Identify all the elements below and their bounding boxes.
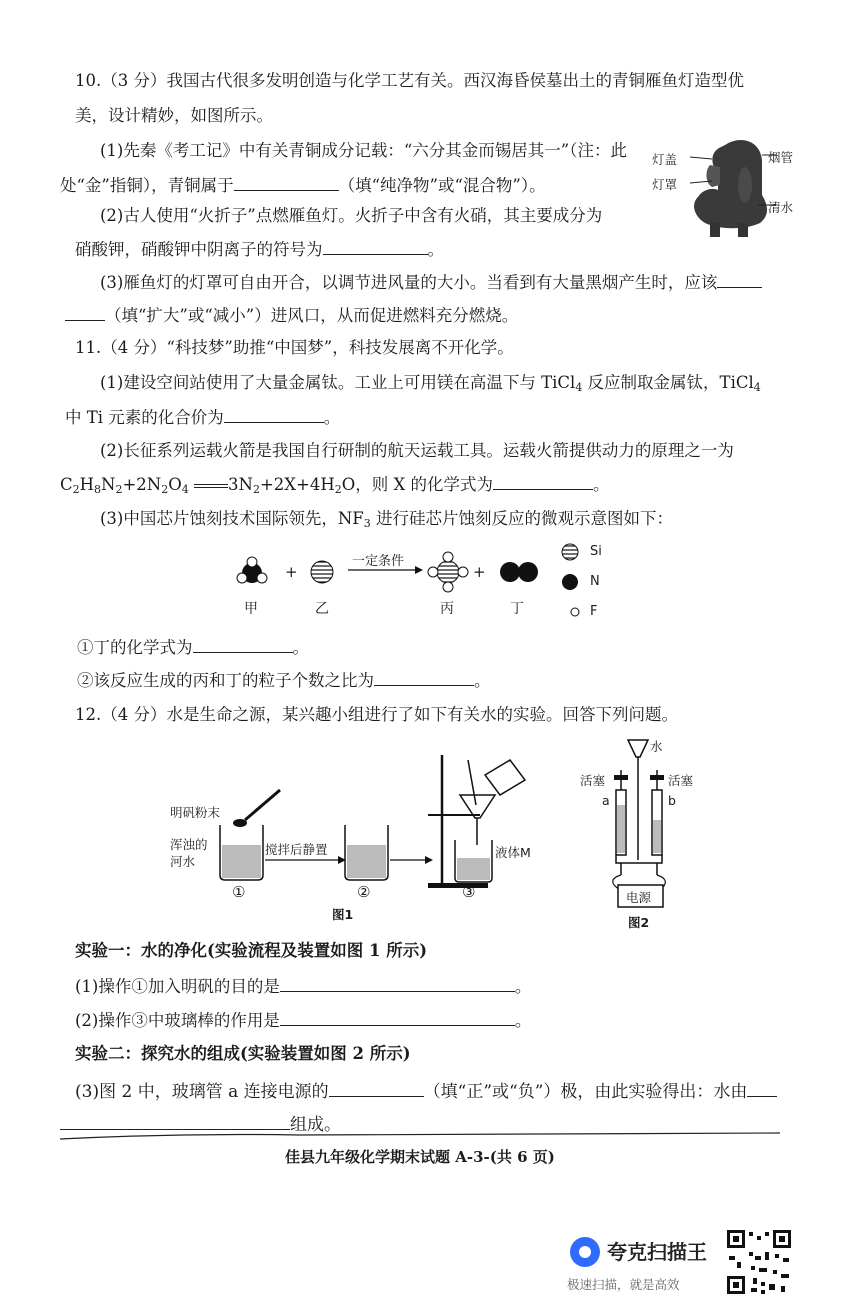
legend-n-label: N xyxy=(590,574,600,589)
label-yi: 乙 xyxy=(315,601,329,617)
q11-part3 xyxy=(100,508,673,530)
lamp-cover-label: 灯盖 xyxy=(652,152,678,167)
answer-blank[interactable] xyxy=(280,975,515,992)
q11-sub2-text: ②该反应生成的丙和丁的粒子个数之比为 xyxy=(77,671,374,690)
punct: 。 xyxy=(514,977,532,996)
q11-part2-equation-line xyxy=(60,473,610,496)
q11-part2-question: ，则 X 的化学式为 xyxy=(355,475,494,494)
q10-part2: (2)古人使用“火折子”点燃雁鱼灯。火折子中含有火硝，其主要成分为 xyxy=(100,206,603,225)
q11-part1-cont-text: 中 Ti 元素的化合价为 xyxy=(65,408,224,427)
step-1-label: ① xyxy=(232,883,246,901)
q12-sub3-text2: （填“正”或“负”）极，由此实验得出：水由 xyxy=(423,1082,748,1102)
q11-header: 11.（4 分）“科技梦”助推“中国梦”，科技发展离不开化学。 xyxy=(75,338,514,357)
answer-blank[interactable] xyxy=(329,1080,424,1097)
q11-part2: (2)长征系列运载火箭是我国自行研制的航天运载工具。运载火箭提供动力的原理之一为 xyxy=(100,441,734,460)
tube-a-label: a xyxy=(602,793,610,808)
label-jia: 甲 xyxy=(244,601,258,617)
q10-part3 xyxy=(100,271,762,294)
figure-2-electrolysis xyxy=(580,735,730,930)
q11-sub1-text: ①丁的化学式为 xyxy=(77,638,193,657)
water-label: 水 xyxy=(650,739,663,754)
legend-n-icon xyxy=(562,574,578,590)
subscript: 4 xyxy=(575,381,583,394)
experiment-1-title: 实验一：水的净化(实验流程及装置如图 1 所示) xyxy=(75,941,428,960)
legend-si-icon xyxy=(562,544,578,560)
n-atom xyxy=(500,562,520,582)
step-2-label: ② xyxy=(357,883,371,901)
experiment-2-title: 实验二：探究水的组成(实验装置如图 2 所示) xyxy=(75,1044,411,1063)
answer-blank[interactable] xyxy=(374,669,474,686)
power-supply-label: 电源 xyxy=(626,890,652,905)
qr-code-icon xyxy=(725,1228,793,1296)
stir-settle-label: 搅拌后静置 xyxy=(265,842,328,857)
reaction-micro-diagram xyxy=(230,540,650,630)
answer-blank[interactable] xyxy=(493,473,593,490)
tube-b-label: b xyxy=(668,793,676,808)
answer-blank[interactable] xyxy=(717,271,762,288)
rocket-equation: $C_2H_8N_2+2N_2O_4$ $3N_2+2X+4H_2O$ xyxy=(60,475,356,496)
plus-sign: + xyxy=(473,563,486,581)
goose-fish-lamp-figure xyxy=(650,135,800,245)
q11-part1 xyxy=(100,372,761,394)
qr-svg xyxy=(725,1228,793,1296)
si-atom xyxy=(437,561,459,583)
q12-sub2 xyxy=(75,1009,531,1032)
q12-header: 12.（4 分）水是生命之源，某兴趣小组进行了如下有关水的实验。回答下列问题。 xyxy=(75,705,678,724)
legend-si-label: Si xyxy=(590,544,602,559)
answer-blank[interactable] xyxy=(280,1009,515,1026)
punct: 。 xyxy=(427,240,444,259)
divider-line xyxy=(60,1129,780,1143)
q11-part3-text2: 进行硅芯片蚀刻反应的微观示意图如下： xyxy=(370,509,674,528)
legend-f-icon xyxy=(571,608,579,616)
figure-2-caption: 图2 xyxy=(628,915,650,930)
liquid-m-label: 液体M xyxy=(495,845,531,860)
footer-divider xyxy=(60,1128,780,1142)
q11-part3-text: (3)中国芯片蚀刻技术国际领先，NF xyxy=(100,509,364,528)
q12-sub3 xyxy=(75,1080,777,1103)
muddy-water-label-2: 河水 xyxy=(170,854,196,869)
q11-part1-text2: 反应制取金属钛，TiCl xyxy=(582,373,754,392)
q10-part3-hint: （填“扩大”或“减小”）进风口，从而促进燃料充分燃烧。 xyxy=(105,306,519,325)
plus-sign: + xyxy=(285,563,298,581)
answer-blank[interactable] xyxy=(323,238,428,255)
answer-blank[interactable] xyxy=(193,636,293,653)
q11-part1-cont xyxy=(65,406,340,429)
q10-part1-hint: （填“纯净物”或“混合物”）。 xyxy=(338,176,546,195)
figure-2-svg xyxy=(580,735,730,930)
lamp-shade-label: 灯罩 xyxy=(652,177,678,192)
legend-f-label: F xyxy=(590,604,598,619)
lamp-water-label: 清水 xyxy=(768,200,794,215)
q12-sub3-text: (3)图 2 中，玻璃管 a 连接电源的 xyxy=(75,1082,329,1102)
subscript: 3 xyxy=(363,517,371,530)
label-ding: 丁 xyxy=(510,601,524,617)
q10-part1: (1)先秦《考工记》中有关青铜成分记载：“六分其金而锡居其一”（注：此 xyxy=(100,141,627,160)
q10-part1-cont xyxy=(60,174,546,197)
si-atom xyxy=(311,561,333,583)
n-atom xyxy=(518,562,538,582)
q10-part2-cont xyxy=(75,238,444,261)
q10-header: 10.（3 分）我国古代很多发明创造与化学工艺有关。西汉海昏侯墓出土的青铜雁鱼灯造型优 xyxy=(75,71,744,90)
answer-blank[interactable] xyxy=(234,174,339,191)
scanner-brand-name: 夸克扫描王 xyxy=(607,1240,707,1264)
q10-part3-cont xyxy=(65,304,518,327)
q12-sub1 xyxy=(75,975,531,998)
subscript: 4 xyxy=(753,381,761,394)
left-valve-label: 活塞 xyxy=(580,773,606,788)
q12-sub3-end: 组成。 xyxy=(290,1115,341,1135)
reaction-condition: 一定条件 xyxy=(352,554,405,569)
q11-sub2 xyxy=(77,669,491,692)
q10-part3-text: (3)雁鱼灯的灯罩可自由开合，以调节进风量的大小。当看到有大量黑烟产生时，应该 xyxy=(100,273,718,292)
q11-sub1 xyxy=(77,636,309,659)
lamp-chimney-label: 烟管 xyxy=(768,150,794,165)
punct: 。 xyxy=(593,475,610,494)
answer-blank[interactable] xyxy=(747,1080,777,1097)
page-footer: 佳县九年级化学期末试题 A-3-(共 6 页) xyxy=(285,1148,555,1166)
q12-sub1-text: (1)操作①加入明矾的目的是 xyxy=(75,977,280,996)
scanner-slogan: 极速扫描，就是高效 xyxy=(567,1277,680,1292)
figure-1-purification xyxy=(170,750,550,930)
muddy-water-label-1: 浑浊的 xyxy=(170,837,208,852)
punct: 。 xyxy=(474,671,491,690)
q10-header-cont: 美，设计精妙，如图所示。 xyxy=(75,106,273,125)
punct: 。 xyxy=(323,408,341,427)
q11-part1-text: (1)建设空间站使用了大量金属钛。工业上可用镁在高温下与 TiCl xyxy=(100,373,576,392)
label-bing: 丙 xyxy=(440,601,454,617)
q12-sub2-text: (2)操作③中玻璃棒的作用是 xyxy=(75,1011,280,1030)
figure-1-caption: 图1 xyxy=(332,907,354,922)
punct: 。 xyxy=(514,1011,532,1030)
q10-part2-text: 硝酸钾，硝酸钾中阴离子的符号为 xyxy=(75,240,323,259)
q10-part1-text: 处“金”指铜），青铜属于 xyxy=(60,176,234,195)
answer-blank[interactable] xyxy=(224,406,324,423)
step-3-label: ③ xyxy=(462,883,476,901)
scanner-logo-icon xyxy=(570,1237,600,1267)
alum-label: 明矾粉末 xyxy=(170,805,221,820)
figure-1-svg xyxy=(170,750,550,930)
punct: 。 xyxy=(292,638,309,657)
right-valve-label: 活塞 xyxy=(668,773,694,788)
answer-blank[interactable] xyxy=(65,304,105,321)
